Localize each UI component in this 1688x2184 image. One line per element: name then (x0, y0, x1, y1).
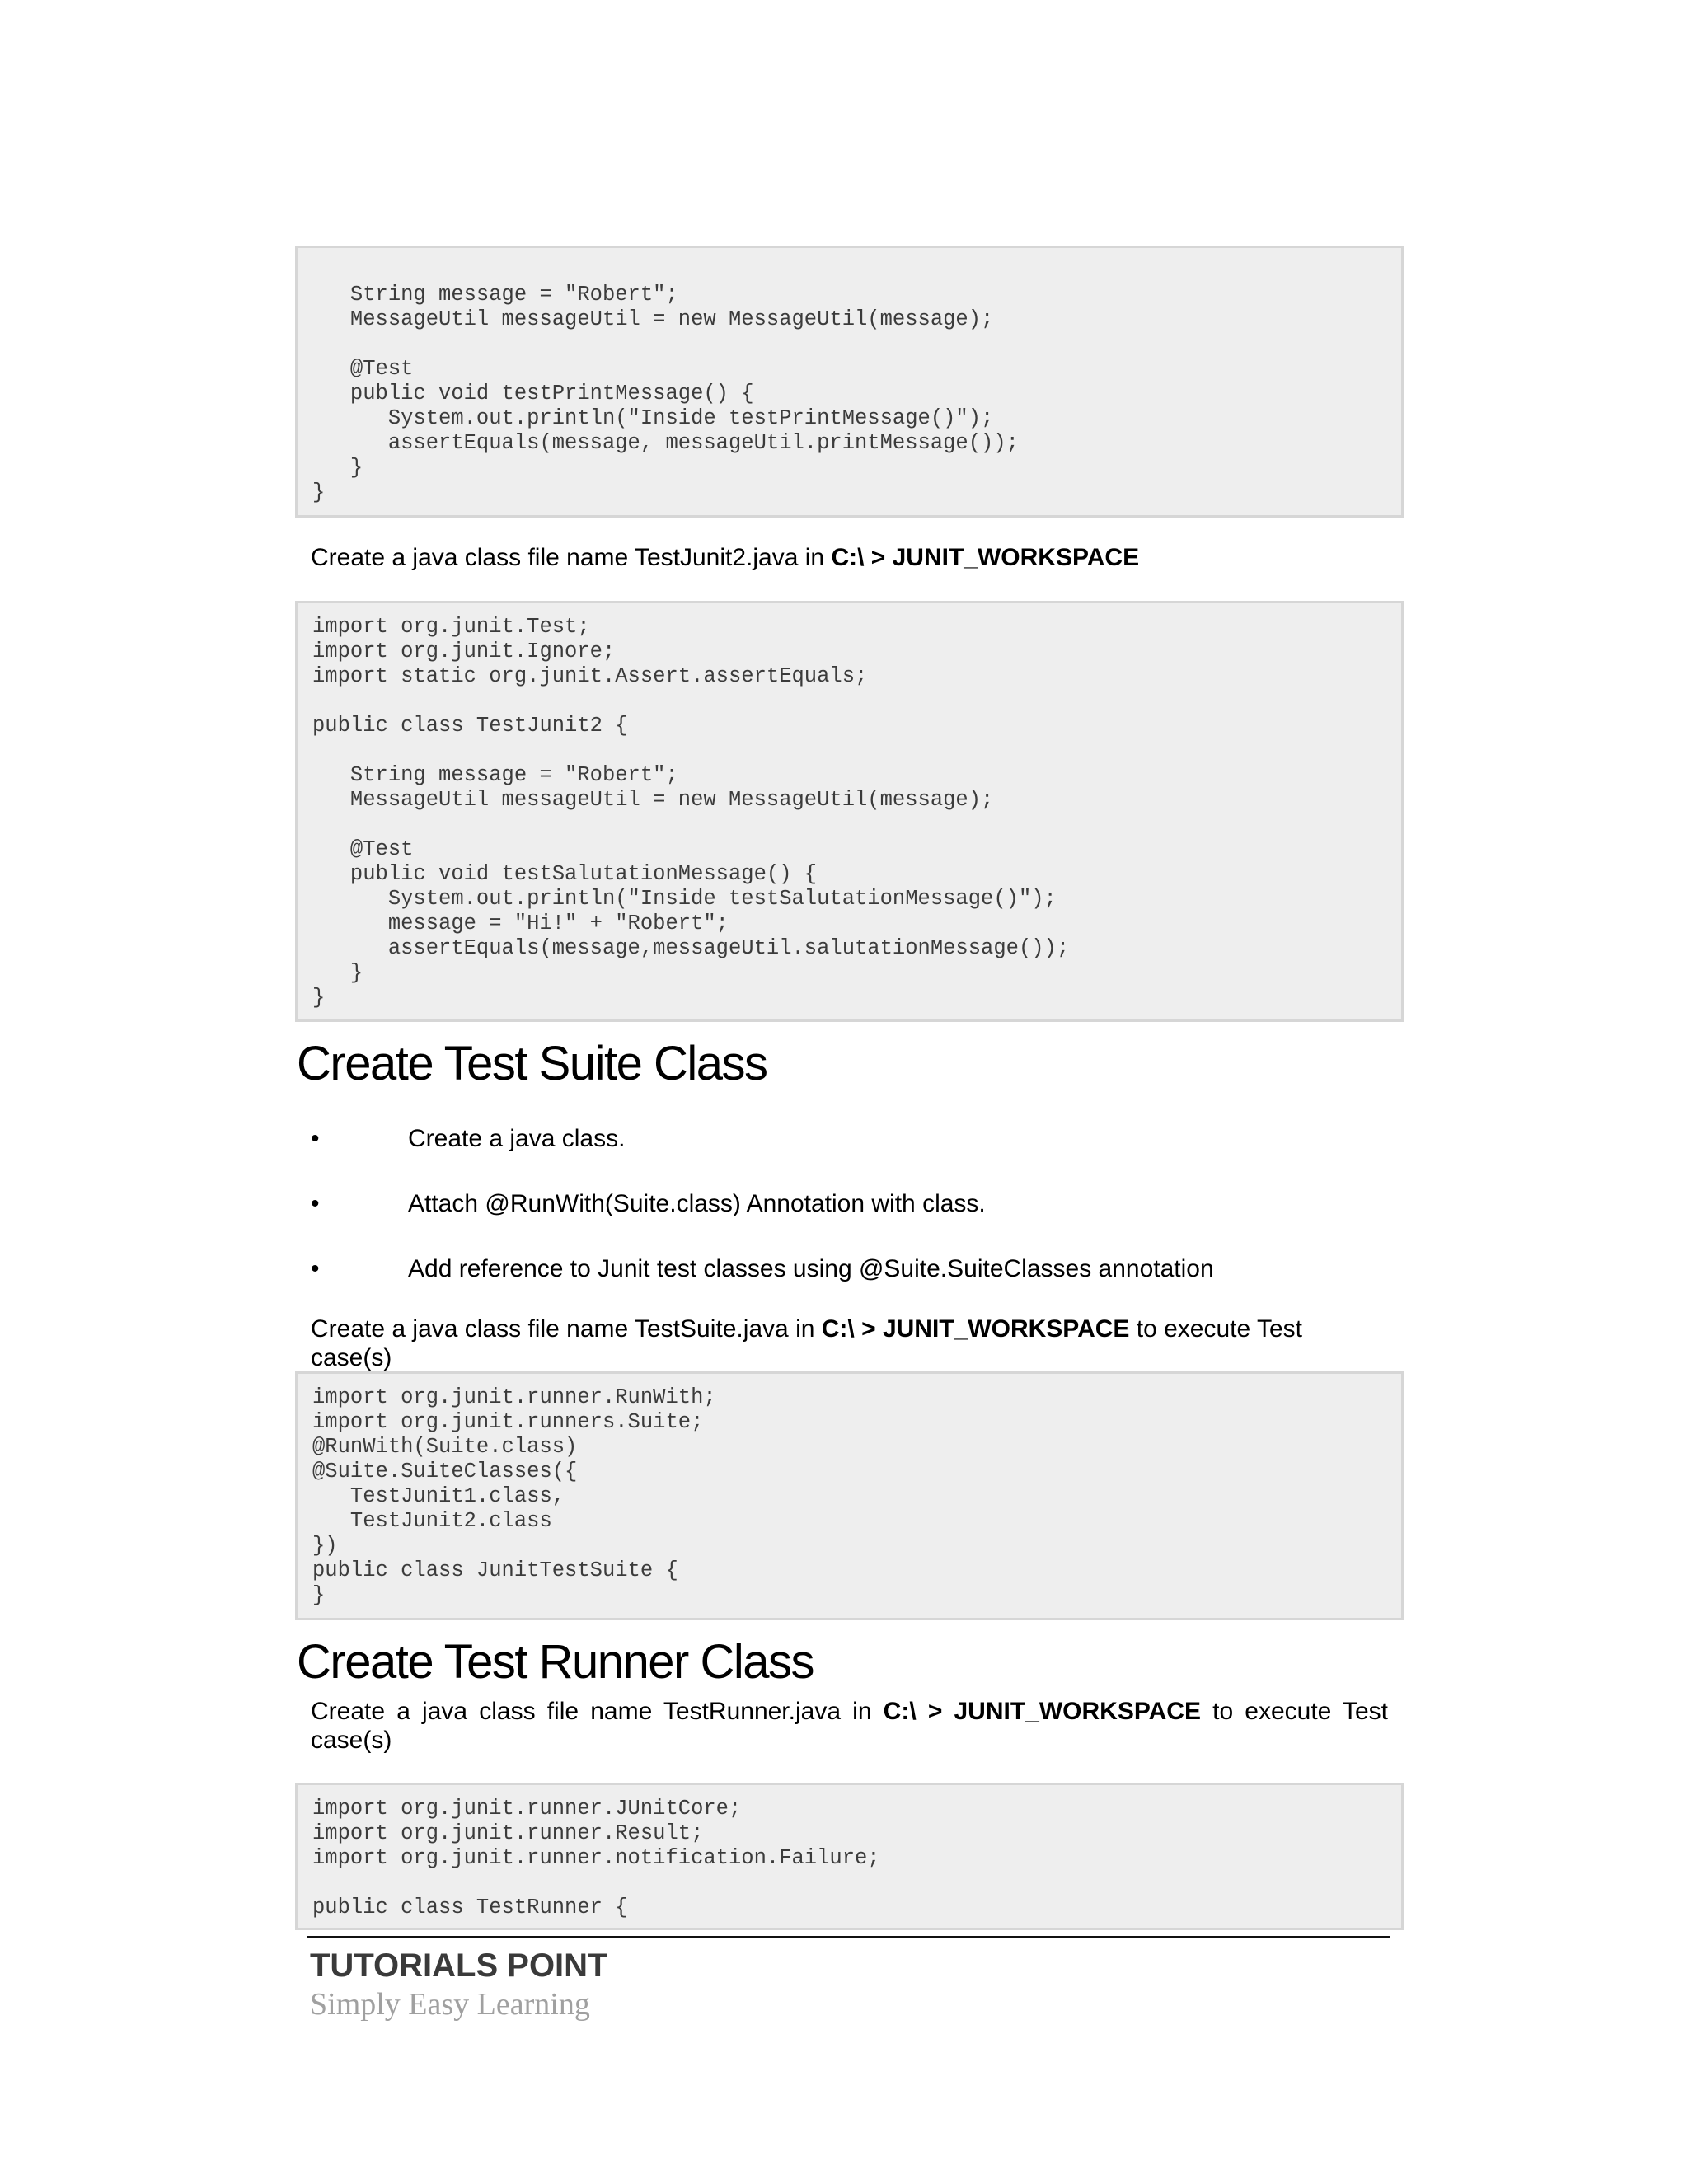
instruction-testrunner (311, 1697, 1388, 1755)
bullet-item (311, 1122, 1382, 1155)
code-block-testrunner: import org.junit.runner.JUnitCore; import org.junit.runner.Result; import org.junit.runner.notification.Failure; public class TestRunner { (295, 1783, 1404, 1930)
code-block-testjunit2: import org.junit.Test; import org.junit.Ignore; import static org.junit.Assert.assertEquals; public class TestJunit2 { String message = "Robert"; MessageUtil messageUtil = new MessageUtil(message); @Test public void testSalutationMessage() { System.out.println("Inside testSalutationMessage()"); message = "Hi!" + "Robert"; assertEquals(message,messageUtil.salutationMessage()); } } (295, 601, 1404, 1022)
instruction-suffix: to execute Test (1200, 1698, 1388, 1725)
section-heading-test-runner: Create Test Runner Class (297, 1635, 814, 1689)
footer-divider (307, 1936, 1390, 1938)
bullet-item (311, 1253, 1382, 1286)
footer-brand: TUTORIALS POINT (310, 1947, 608, 1984)
instruction-testsuite (311, 1315, 1388, 1372)
bullet-text: Attach @RunWith(Suite.class) Annotation with class. (408, 1190, 986, 1217)
workspace-path: C:\ > JUNIT_WORKSPACE (883, 1698, 1201, 1725)
instruction-line-1 (311, 1697, 1388, 1726)
instruction-text: Create a java class file name TestJunit2.java in (311, 544, 832, 571)
instruction-line-2: case(s) (311, 1727, 392, 1754)
footer-tagline: Simply Easy Learning (310, 1987, 590, 2022)
code-block-testjunit1-tail: String message = "Robert"; MessageUtil messageUtil = new MessageUtil(message); @Test public void testPrintMessage() { System.out.println("Inside testPrintMessage()"); assertEquals(message, messageUtil.printMessage()); } } (295, 246, 1404, 518)
instruction-testjunit2 (311, 543, 1388, 572)
workspace-path: C:\ > JUNIT_WORKSPACE (831, 544, 1140, 571)
bullet-icon: • (311, 1255, 320, 1282)
bullet-text: Create a java class. (408, 1125, 626, 1152)
bullet-text: Add reference to Junit test classes using @Suite.SuiteClasses annotation (408, 1255, 1214, 1282)
bullet-item (311, 1188, 1382, 1221)
section-heading-test-suite: Create Test Suite Class (297, 1037, 767, 1090)
instruction-text: Create a java class file name TestRunner.java in (311, 1698, 884, 1725)
bullet-icon: • (311, 1125, 320, 1152)
bullet-icon: • (311, 1190, 320, 1217)
code-block-testsuite: import org.junit.runner.RunWith; import org.junit.runners.Suite; @RunWith(Suite.class) @Suite.SuiteClasses({ TestJunit1.class, TestJunit2.class }) public class JunitTestSuite { } (295, 1371, 1404, 1620)
instruction-text: Create a java class file name TestSuite.java in (311, 1315, 822, 1343)
instruction-suffix: to execute Test case(s) (311, 1315, 1302, 1371)
workspace-path: C:\ > JUNIT_WORKSPACE (821, 1315, 1130, 1343)
